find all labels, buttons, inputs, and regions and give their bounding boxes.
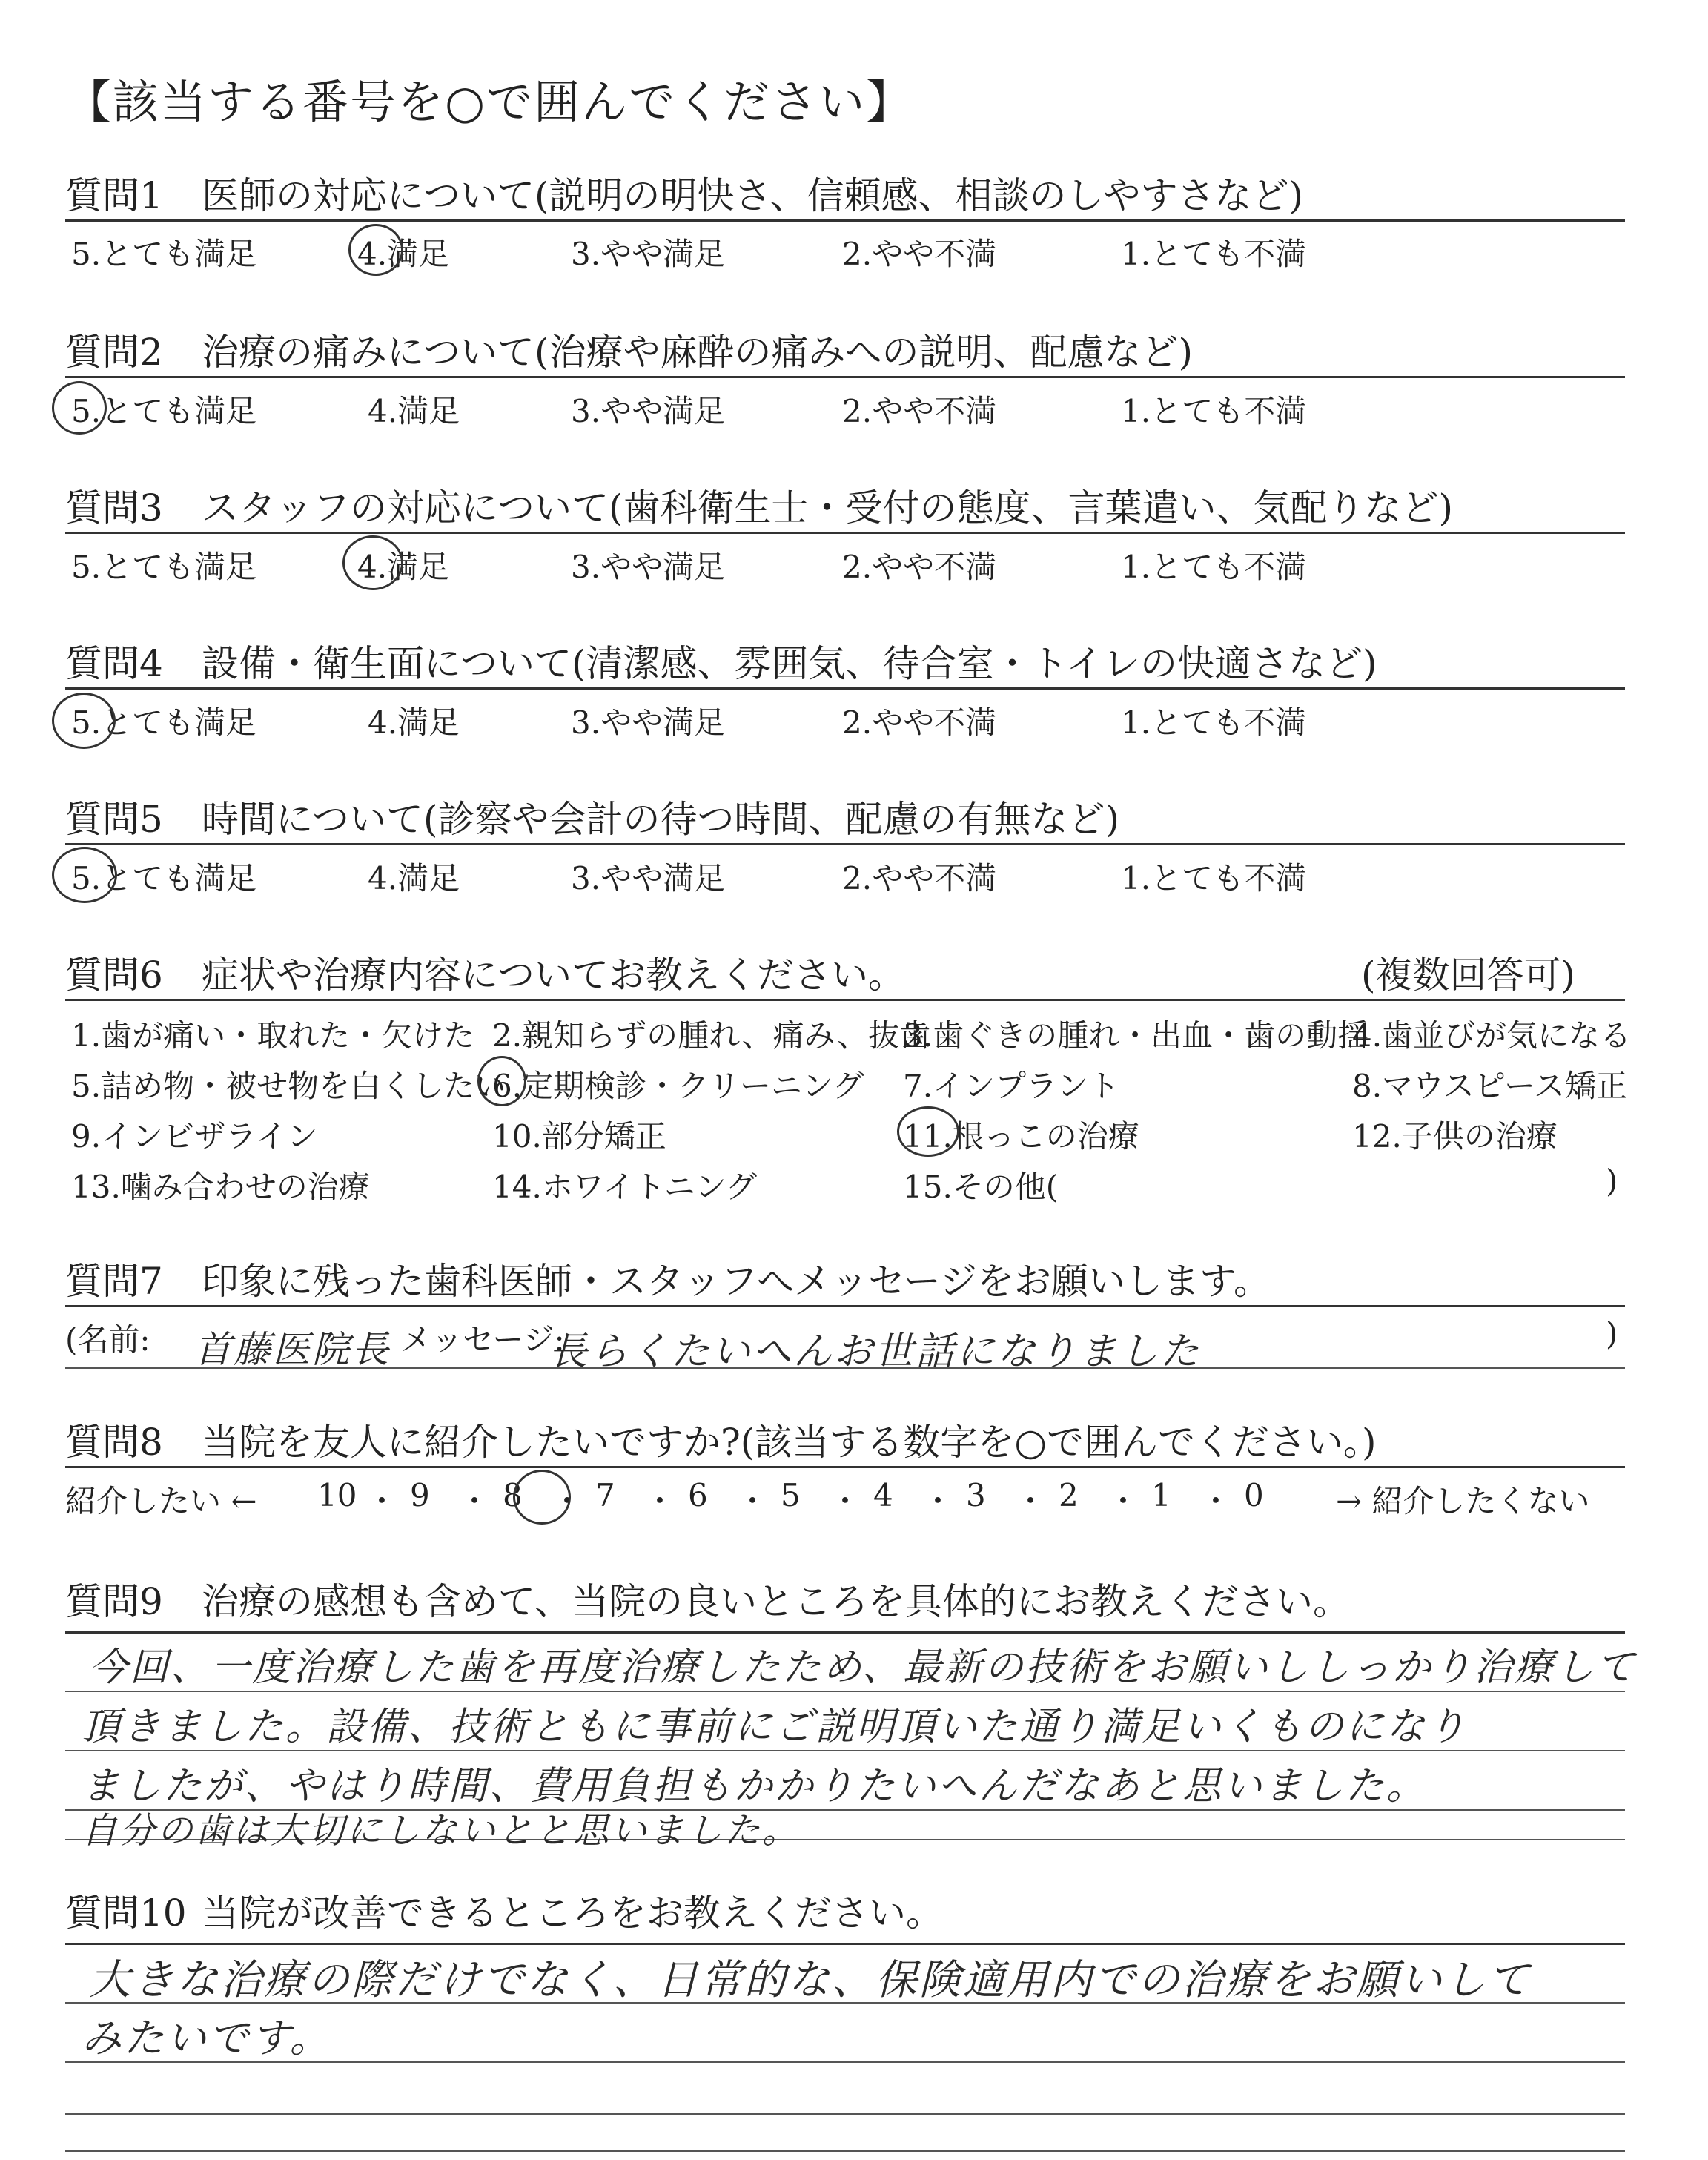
- q3-option-1[interactable]: 1.とても不満: [1121, 549, 1307, 585]
- q6-option-1[interactable]: 1.歯が痛い・取れた・欠けた: [71, 1017, 475, 1054]
- q1-option-3[interactable]: 3.やや満足: [571, 236, 726, 272]
- q9-label: 質問9: [65, 1580, 163, 1623]
- q3-selection-circle: [342, 535, 403, 590]
- q10-answer-line-1[interactable]: 大きな治療の際だけでなく、日常的な、保険適用内での治療をお願いして: [89, 1956, 1532, 2004]
- q9-text: 治療の感想も含めて、当院の良いところを具体的にお教えください。: [202, 1580, 1350, 1623]
- q6-option-7[interactable]: 7.インプラント: [903, 1068, 1120, 1104]
- q6-option-6-circle: [477, 1056, 526, 1106]
- q1-rule: [65, 219, 1625, 222]
- q4-selection-circle: [52, 693, 116, 749]
- q6-option-10[interactable]: 10.部分矯正: [492, 1118, 666, 1155]
- q8-left-label: 紹介したい ←: [65, 1483, 257, 1519]
- q6-option-5[interactable]: 5.詰め物・被せ物を白くしたい: [71, 1068, 506, 1104]
- q8-scale-separator: ・: [737, 1483, 769, 1519]
- q8-scale-separator: ・: [1200, 1483, 1232, 1519]
- q7-text: 印象に残った歯科医師・スタッフへメッセージをお願いします。: [202, 1260, 1271, 1303]
- q2-text: 治療の痛みについて(治療や麻酔の痛みへの説明、配慮など): [202, 331, 1194, 374]
- q6-label: 質問6: [65, 954, 163, 997]
- q5-option-5[interactable]: 5.とても満足: [71, 860, 257, 896]
- q10-rule-1: [65, 1943, 1625, 1945]
- q2-label: 質問2: [65, 331, 163, 374]
- q6-option-12[interactable]: 12.子供の治療: [1352, 1118, 1558, 1155]
- q5-option-1[interactable]: 1.とても不満: [1121, 860, 1307, 896]
- q9-answer-line-1[interactable]: 今回、一度治療した歯を再度治療したため、最新の技術をお願いししっかり治療して: [89, 1645, 1637, 1690]
- q4-option-4[interactable]: 4.満足: [368, 704, 460, 741]
- q2-option-3[interactable]: 3.やや満足: [571, 393, 726, 429]
- q8-scale-7[interactable]: 7: [595, 1477, 615, 1513]
- q5-text: 時間について(診察や会計の待つ時間、配慮の有無など): [202, 798, 1120, 841]
- q3-text: スタッフの対応について(歯科衛生士・受付の態度、言葉遣い、気配りなど): [202, 486, 1454, 529]
- q8-scale-separator: ・: [366, 1483, 398, 1519]
- q8-scale-4[interactable]: 4: [873, 1477, 893, 1513]
- q6-option-4[interactable]: 4.歯並びが気になる: [1352, 1017, 1632, 1054]
- q8-scale-separator: ・: [644, 1483, 676, 1519]
- q9-answer-line-4[interactable]: 自分の歯は大切にしないとと思いました。: [82, 1810, 801, 1852]
- q10-text: 当院が改善できるところをお教えください。: [202, 1892, 943, 1935]
- q7-name-value[interactable]: 首藤医院長: [194, 1328, 391, 1371]
- q2-rule: [65, 376, 1625, 378]
- q7-message-value[interactable]: 長らくたいへんお世話になりました: [549, 1330, 1202, 1374]
- q3-option-5[interactable]: 5.とても満足: [71, 549, 257, 585]
- q6-option-11-circle: [897, 1106, 959, 1157]
- q9-answer-line-3[interactable]: ましたが、やはり時間、費用負担もかかりたいへんだなあと思いました。: [82, 1764, 1428, 1809]
- q8-scale-separator: ・: [552, 1483, 583, 1519]
- q5-option-2[interactable]: 2.やや不満: [842, 860, 997, 896]
- q6-other-close-paren: ): [1606, 1163, 1618, 1199]
- q8-scale-separator: ・: [1015, 1483, 1047, 1519]
- q1-option-5[interactable]: 5.とても満足: [71, 236, 257, 272]
- q8-scale-separator: ・: [459, 1483, 491, 1519]
- q5-selection-circle: [52, 847, 117, 903]
- q8-right-label: → 紹介したくない: [1336, 1483, 1590, 1519]
- q10-rule-4: [65, 2113, 1625, 2115]
- q8-scale-separator: ・: [830, 1483, 861, 1519]
- q7-label: 質問7: [65, 1260, 163, 1303]
- q9-answer-line-2[interactable]: 頂きました。設備、技術ともに事前にご説明頂いた通り満足いくものになり: [82, 1705, 1469, 1749]
- q6-text: 症状や治療内容についてお教えください。: [202, 954, 905, 997]
- q2-option-2[interactable]: 2.やや不満: [842, 393, 997, 429]
- q8-scale-0[interactable]: 0: [1244, 1477, 1264, 1513]
- q1-option-2[interactable]: 2.やや不満: [842, 236, 997, 272]
- q4-option-1[interactable]: 1.とても不満: [1121, 704, 1307, 741]
- q5-rule: [65, 843, 1625, 845]
- q6-option-13[interactable]: 13.噛み合わせの治療: [71, 1169, 370, 1205]
- q1-label: 質問1: [65, 174, 163, 217]
- q4-option-3[interactable]: 3.やや満足: [571, 704, 726, 741]
- q5-option-4[interactable]: 4.満足: [368, 860, 460, 896]
- q7-rule: [65, 1305, 1625, 1307]
- q7-name-label: (名前:: [65, 1321, 150, 1358]
- q8-scale-1[interactable]: 1: [1151, 1477, 1171, 1513]
- q5-label: 質問5: [65, 798, 163, 841]
- q6-option-6[interactable]: 6.定期検診・クリーニング: [492, 1068, 864, 1104]
- q8-scale-separator: ・: [1108, 1483, 1139, 1519]
- q3-option-3[interactable]: 3.やや満足: [571, 549, 726, 585]
- q3-option-2[interactable]: 2.やや不満: [842, 549, 997, 585]
- q8-scale-10[interactable]: 10: [317, 1477, 357, 1513]
- q10-rule-5: [65, 2150, 1625, 2152]
- q1-option-4[interactable]: 4.満足: [357, 236, 450, 272]
- q8-scale-5[interactable]: 5: [781, 1477, 801, 1513]
- q7-message-label: メッセージ:: [400, 1321, 565, 1358]
- q6-option-8[interactable]: 8.マウスピース矯正: [1352, 1068, 1628, 1104]
- q4-rule: [65, 687, 1625, 690]
- q8-scale-8[interactable]: 8: [503, 1477, 523, 1513]
- q6-option-9[interactable]: 9.インビザライン: [71, 1118, 318, 1155]
- q4-text: 設備・衛生面について(清潔感、雰囲気、待合室・トイレの快適さなど): [202, 642, 1377, 685]
- q3-rule: [65, 532, 1625, 534]
- q6-option-3[interactable]: 3.歯ぐきの腫れ・出血・歯の動揺: [903, 1017, 1369, 1054]
- q1-selection-circle: [348, 224, 403, 276]
- q8-rule: [65, 1466, 1625, 1468]
- q3-option-4[interactable]: 4.満足: [357, 549, 450, 585]
- q8-scale-6[interactable]: 6: [688, 1477, 708, 1513]
- q6-rule: [65, 999, 1625, 1001]
- q1-text: 医師の対応について(説明の明快さ、信頼感、相談のしやすさなど): [202, 174, 1304, 217]
- q1-option-1[interactable]: 1.とても不満: [1121, 236, 1307, 272]
- q4-label: 質問4: [65, 642, 163, 685]
- q8-label: 質問8: [65, 1421, 163, 1464]
- q5-option-3[interactable]: 3.やや満足: [571, 860, 726, 896]
- q8-scale-3[interactable]: 3: [966, 1477, 986, 1513]
- q8-scale-9[interactable]: 9: [410, 1477, 430, 1513]
- q2-selection-circle: [52, 381, 107, 435]
- q2-option-5[interactable]: 5.とても満足: [71, 393, 257, 429]
- q6-option-11[interactable]: 11.根っこの治療: [903, 1118, 1139, 1155]
- q4-option-2[interactable]: 2.やや不満: [842, 704, 997, 741]
- q6-option-15[interactable]: 15.その他(: [903, 1169, 1059, 1205]
- q6-option-2[interactable]: 2.親知らずの腫れ、痛み、抜歯: [492, 1017, 931, 1054]
- q7-bottom-rule: [65, 1367, 1625, 1369]
- q10-answer-line-2[interactable]: みたいです。: [82, 2015, 332, 2061]
- q8-selection-circle: [513, 1470, 571, 1525]
- page-title: 【該当する番号を○で囲んでください】: [65, 75, 914, 129]
- q9-rule-1: [65, 1631, 1625, 1634]
- q2-option-1[interactable]: 1.とても不満: [1121, 393, 1307, 429]
- q3-label: 質問3: [65, 486, 163, 529]
- q6-option-14[interactable]: 14.ホワイトニング: [492, 1169, 758, 1205]
- q2-option-4[interactable]: 4.満足: [368, 393, 460, 429]
- q7-close-paren: ): [1606, 1315, 1618, 1352]
- q6-note: (複数回答可): [1361, 954, 1576, 997]
- q10-label: 質問10: [65, 1892, 187, 1935]
- q8-text: 当院を友人に紹介したいですか?(該当する数字を○で囲んでください。): [202, 1421, 1377, 1464]
- q8-scale-separator: ・: [922, 1483, 954, 1519]
- q4-option-5[interactable]: 5.とても満足: [71, 704, 257, 741]
- q8-scale-2[interactable]: 2: [1059, 1477, 1079, 1513]
